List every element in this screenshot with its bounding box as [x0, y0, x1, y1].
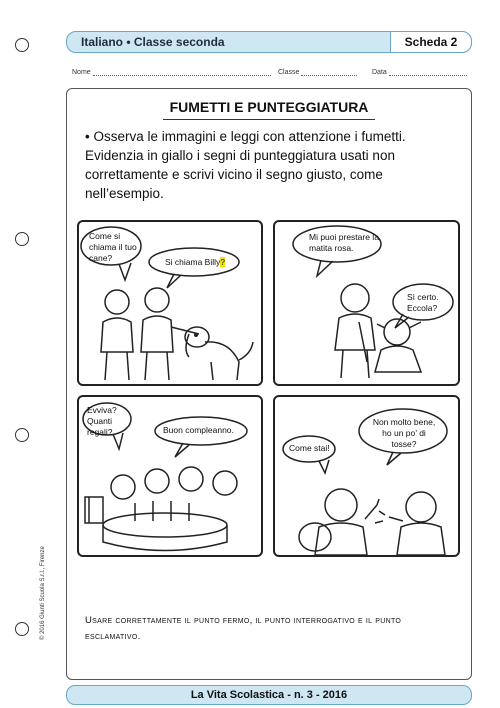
speech-bubble: Sì certo. Eccola?: [407, 292, 439, 313]
student-fields: [72, 68, 472, 80]
subject-title: Italiano • Classe seconda: [81, 35, 225, 49]
binder-hole: [15, 622, 29, 636]
speech-bubble: Come stai!: [289, 443, 330, 453]
sheet-number: Scheda 2: [390, 31, 472, 53]
name-field: Nome: [72, 68, 271, 76]
speech-bubble: Non molto bene, ho un po’ di tosse?: [372, 417, 436, 449]
highlighted-mark: ?: [220, 257, 226, 267]
speech-bubble: Si chiama Billy?: [165, 257, 226, 267]
worksheet-panel: [66, 88, 472, 680]
comic-panel-1: [77, 220, 263, 386]
speech-bubble: Buon compleanno.: [163, 425, 234, 435]
worksheet-title: FUMETTI E PUNTEGGIATURA: [169, 99, 369, 115]
punctuation-instruction: Usare correttamente il punto fermo, il punto interrogativo e il punto esclamativo.: [85, 615, 402, 642]
binder-hole: [15, 428, 29, 442]
speech-bubble: Come si chiama il tuo cane?: [89, 231, 137, 263]
copyright-notice: © 2016 Giunti Scuola S.r.l., Firenze: [40, 546, 46, 640]
magazine-footer: La Vita Scolastica - n. 3 - 2016: [66, 685, 472, 705]
speech-bubble: Evviva? Quanti regali?: [87, 405, 117, 437]
binder-hole: [15, 232, 29, 246]
header-bar: [66, 31, 472, 53]
class-field: Classe: [278, 68, 357, 76]
speech-bubble: Mi puoi prestare la matita rosa.: [309, 232, 379, 253]
date-field: Data: [372, 68, 467, 76]
comic-panel-3: [77, 395, 263, 557]
comic-panel-4: [273, 395, 460, 557]
comic-panel-2: [273, 220, 460, 386]
title-underline: [163, 119, 375, 120]
instructions: • Osserva le immagini e leggi con attenzione i fumetti. Evidenzia in giallo i segni di punteggiatura usati non correttamente e scrivi vicino il segno giusto, come nell’esempio.: [85, 129, 406, 201]
binder-hole: [15, 38, 29, 52]
